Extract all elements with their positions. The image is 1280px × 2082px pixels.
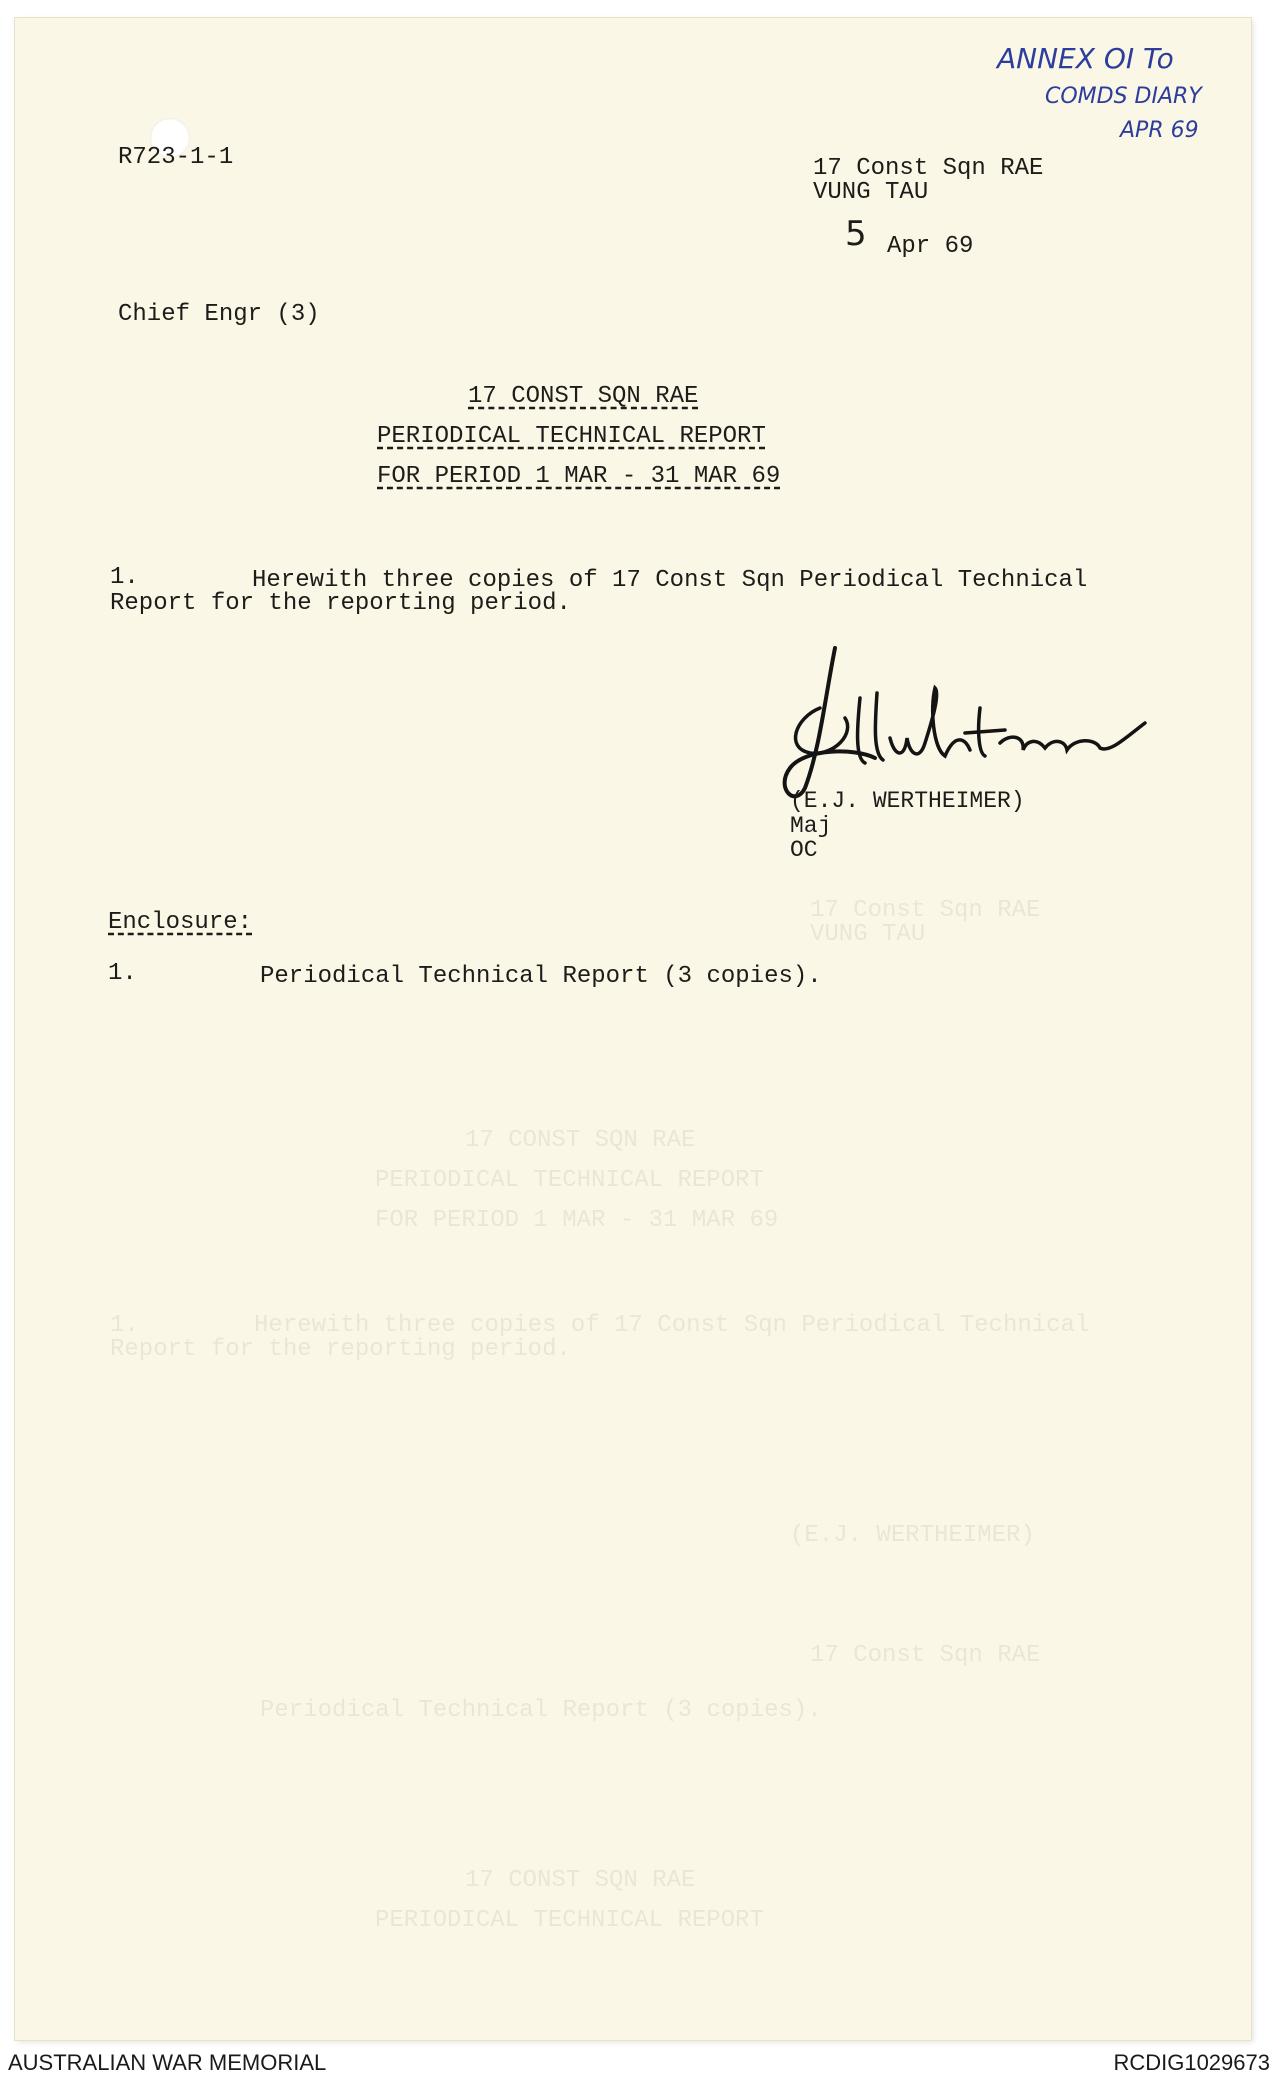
paragraph-text-line-2: Report for the reporting period. (110, 590, 571, 617)
footer-right: RCDIG1029673 (1113, 2050, 1270, 2075)
paragraph-text-line-1: Herewith three copies of 17 Const Sqn Periodical Technical (252, 567, 1088, 594)
annotation-line: COMDS DIARY (1045, 84, 1202, 109)
signatory-name: (E.J. WERTHEIMER) (790, 788, 1025, 814)
title-line-3: FOR PERIOD 1 MAR - 31 MAR 69 (377, 463, 781, 490)
enclosure-heading: Enclosure: (108, 909, 253, 936)
date-typed: Apr 69 (887, 233, 974, 260)
signatory-role: OC (790, 837, 818, 863)
annotation-line: ANNEX OI To (997, 42, 1174, 75)
paragraph-number: 1. (110, 564, 139, 591)
enclosure-item: Periodical Technical Report (3 copies). (260, 963, 822, 990)
document-page: 17 Const Sqn RAE VUNG TAU 17 CONST SQN RAE PERIODICAL TECHNICAL REPORT FOR PERIOD 1 MAR - 31 MAR 69 1. Herewith three copies of 17 Const Sqn Periodical Technical Report for the reporting period. (E.J. WERTHEIMER) 17 Const Sqn RAE Periodical Technical Report (3 copies). 17 CONST SQN RAE PERIODICAL TECHNICAL REPORT ANNEX OI To COMDS DIARY APR 69 R723-1-1 17 Const Sqn RAE VUNG TAU 5 Apr 69 Chief Engr (3) 17 CONST SQN RAE PERIODICAL TECHNICAL REPORT FOR PERIOD 1 MAR - 31 MAR 69 1. Herewith three copies of 17 Const Sqn Periodical Technical Report for the reporting period. (E.J. WERTHEIMER) Maj OC Enclosure: 1. Periodical Technical Report (3 copies). (15, 18, 1251, 2040)
signatory-rank: Maj (790, 813, 832, 839)
sender-unit: 17 Const Sqn RAE (813, 155, 1044, 182)
file-reference: R723-1-1 (118, 144, 234, 171)
addressee: Chief Engr (3) (118, 301, 320, 328)
annotation-line: APR 69 (1120, 118, 1199, 143)
sender-location: VUNG TAU (813, 179, 929, 206)
title-line-1: 17 CONST SQN RAE (468, 383, 699, 410)
title-line-2: PERIODICAL TECHNICAL REPORT (377, 423, 766, 450)
enclosure-number: 1. (108, 960, 137, 987)
date-day-handwritten: 5 (845, 214, 867, 254)
footer-left: AUSTRALIAN WAR MEMORIAL (8, 2050, 327, 2075)
